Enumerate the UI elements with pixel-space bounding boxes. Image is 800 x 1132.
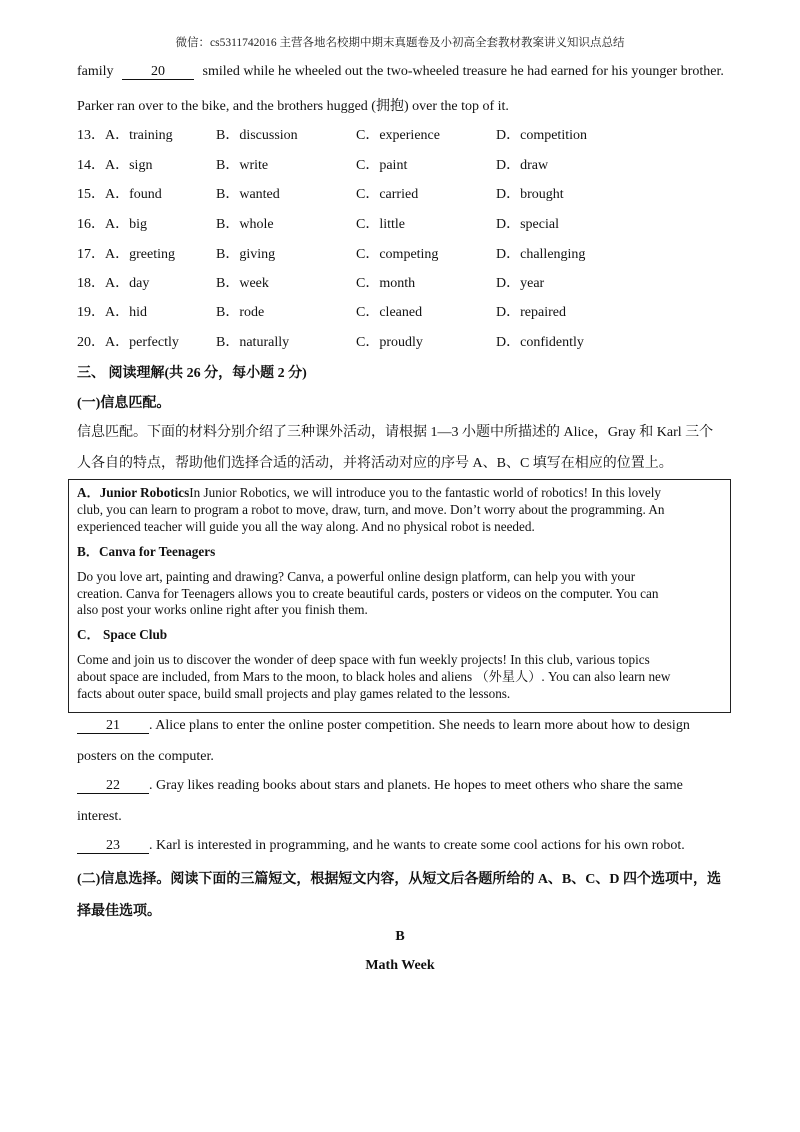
activity-b-title: B．Canva for Teenagers: [77, 544, 216, 559]
match-question-23: [77, 838, 685, 854]
question-row: [77, 183, 717, 201]
option-c: C．little: [356, 217, 405, 232]
activities-box: [68, 479, 731, 713]
activity-a-title: A．Junior Robotics: [77, 485, 190, 500]
option-b: B．wanted: [216, 187, 280, 202]
question-row: [77, 213, 717, 231]
option-a: [77, 272, 149, 292]
question-row: [77, 272, 717, 290]
option-a: [77, 213, 147, 233]
question-row: [77, 243, 717, 261]
question-number: 20．: [77, 335, 105, 350]
option-a-text: A．training: [105, 128, 173, 143]
activity-a: [77, 485, 717, 502]
option-a-text: A．greeting: [105, 247, 175, 262]
activity-b-text-3: also post your works online right after you finish them.: [77, 602, 368, 617]
passage-letter: B: [395, 929, 405, 944]
question-text: . Alice plans to enter the online poster competition. She needs to learn more about how to design: [149, 718, 690, 733]
option-d: D．confidently: [496, 335, 584, 350]
option-c: C．cleaned: [356, 305, 423, 320]
activity-c-title: C． Space Club: [77, 627, 168, 642]
option-b: B．week: [216, 276, 269, 291]
answer-blank: 20: [122, 64, 194, 80]
instruction-line-2: 人各自的特点，帮助他们选择合适的活动，并将活动对应的序号 A、B、C 填写在相应的位置上。: [77, 456, 673, 471]
answer-blank: 23: [77, 838, 149, 854]
option-a-text: A．big: [105, 217, 147, 232]
option-a: [77, 183, 162, 203]
activity-b-text-1: Do you love art, painting and drawing? Canva, a powerful online design platform, can help you with your: [77, 569, 636, 584]
passage-text: smiled while he wheeled out the two-wheeled treasure he had earned for his younger brother.: [202, 64, 724, 79]
option-c: C．month: [356, 276, 416, 291]
question-text: . Karl is interested in programming, and he wants to create some cool actions for his own robot.: [149, 838, 685, 853]
activity-c-text-1: Come and join us to discover the wonder of deep space with fun weekly projects! In this club, various topics: [77, 652, 650, 667]
option-b: B．naturally: [216, 335, 290, 350]
option-b: B．rode: [216, 305, 265, 320]
match-question-21: [77, 718, 690, 734]
option-c: C．proudly: [356, 335, 423, 350]
match-question-22: [77, 778, 683, 794]
part2-instruction-1: (二)信息选择。阅读下面的三篇短文，根据短文内容，从短文后各题所给的 A、B、C、D 四个选项中，选: [77, 872, 721, 887]
option-d: D．challenging: [496, 247, 586, 262]
question-number: 19．: [77, 305, 105, 320]
question-number: 16．: [77, 217, 105, 232]
question-number: 17．: [77, 247, 105, 262]
activity-c-text-2: about space are included, from Mars to the moon, to black holes and aliens （外星人）. You can also learn new: [77, 669, 671, 684]
option-b: B．discussion: [216, 128, 298, 143]
page-header: 微信：cs5311742016 主营各地名校期中期末真题卷及小初高全套教材教案讲义知识点总结: [175, 37, 625, 49]
option-c: C．paint: [356, 158, 408, 173]
question-row: [77, 124, 717, 142]
option-a-text: A．perfectly: [105, 335, 179, 350]
option-c: C．experience: [356, 128, 440, 143]
section-title: 三、 阅读理解(共 26 分，每小题 2 分): [77, 366, 307, 381]
question-row: [77, 154, 717, 172]
passage-text: family: [77, 64, 114, 79]
option-c: C．carried: [356, 187, 419, 202]
activity-b-text-2: creation. Canva for Teenagers allows you to create beautiful cards, posters or videos on the computer. You can: [77, 586, 659, 601]
answer-blank: 21: [77, 718, 149, 734]
activity-c-text-3: facts about outer space, build small projects and play games related to the lessons.: [77, 686, 511, 701]
option-a: [77, 301, 147, 321]
activity-a-text: In Junior Robotics, we will introduce you to the fantastic world of robotics! In this lovely: [189, 485, 661, 500]
part-title: (一)信息匹配。: [77, 396, 171, 411]
activity-a-text-3: experienced teacher will guide you all the way along. And no physical robot is needed.: [77, 519, 535, 534]
question-number: 14．: [77, 158, 105, 173]
part2-instruction-2: 择最佳选项。: [77, 904, 161, 919]
option-a-text: A．hid: [105, 305, 147, 320]
passage-title: Math Week: [365, 958, 435, 973]
answer-blank: 22: [77, 778, 149, 794]
option-a: [77, 331, 179, 351]
option-b: B．whole: [216, 217, 274, 232]
question-row: [77, 331, 717, 349]
question-number: 18．: [77, 276, 105, 291]
question-number: 13．: [77, 128, 105, 143]
question-number: 15．: [77, 187, 105, 202]
match-question-22-cont: interest.: [77, 809, 122, 824]
passage-line-1: [77, 64, 724, 80]
match-question-21-cont: posters on the computer.: [77, 749, 214, 764]
option-a: [77, 154, 152, 174]
option-a-text: A．sign: [105, 158, 153, 173]
option-c: C．competing: [356, 247, 439, 262]
activity-a-text-2: club, you can learn to program a robot to move, draw, turn, and move. Don’t worry about the programming. An: [77, 502, 665, 517]
option-b: B．write: [216, 158, 269, 173]
question-text: . Gray likes reading books about stars and planets. He hopes to meet others who share the same: [149, 778, 683, 793]
option-d: D．brought: [496, 187, 564, 202]
option-a: [77, 243, 175, 263]
question-row: [77, 301, 717, 319]
option-a-text: A．day: [105, 276, 150, 291]
option-d: D．repaired: [496, 305, 566, 320]
option-d: D．competition: [496, 128, 587, 143]
option-a: [77, 124, 173, 144]
option-a-text: A．found: [105, 187, 162, 202]
option-d: D．draw: [496, 158, 549, 173]
option-d: D．special: [496, 217, 559, 232]
option-d: D．year: [496, 276, 545, 291]
passage-line-2: Parker ran over to the bike, and the brothers hugged (拥抱) over the top of it.: [77, 99, 509, 114]
option-b: B．giving: [216, 247, 276, 262]
instruction-line-1: 信息匹配。下面的材料分别介绍了三种课外活动，请根据 1—3 小题中所描述的 Alice，Gray 和 Karl 三个: [77, 425, 714, 440]
